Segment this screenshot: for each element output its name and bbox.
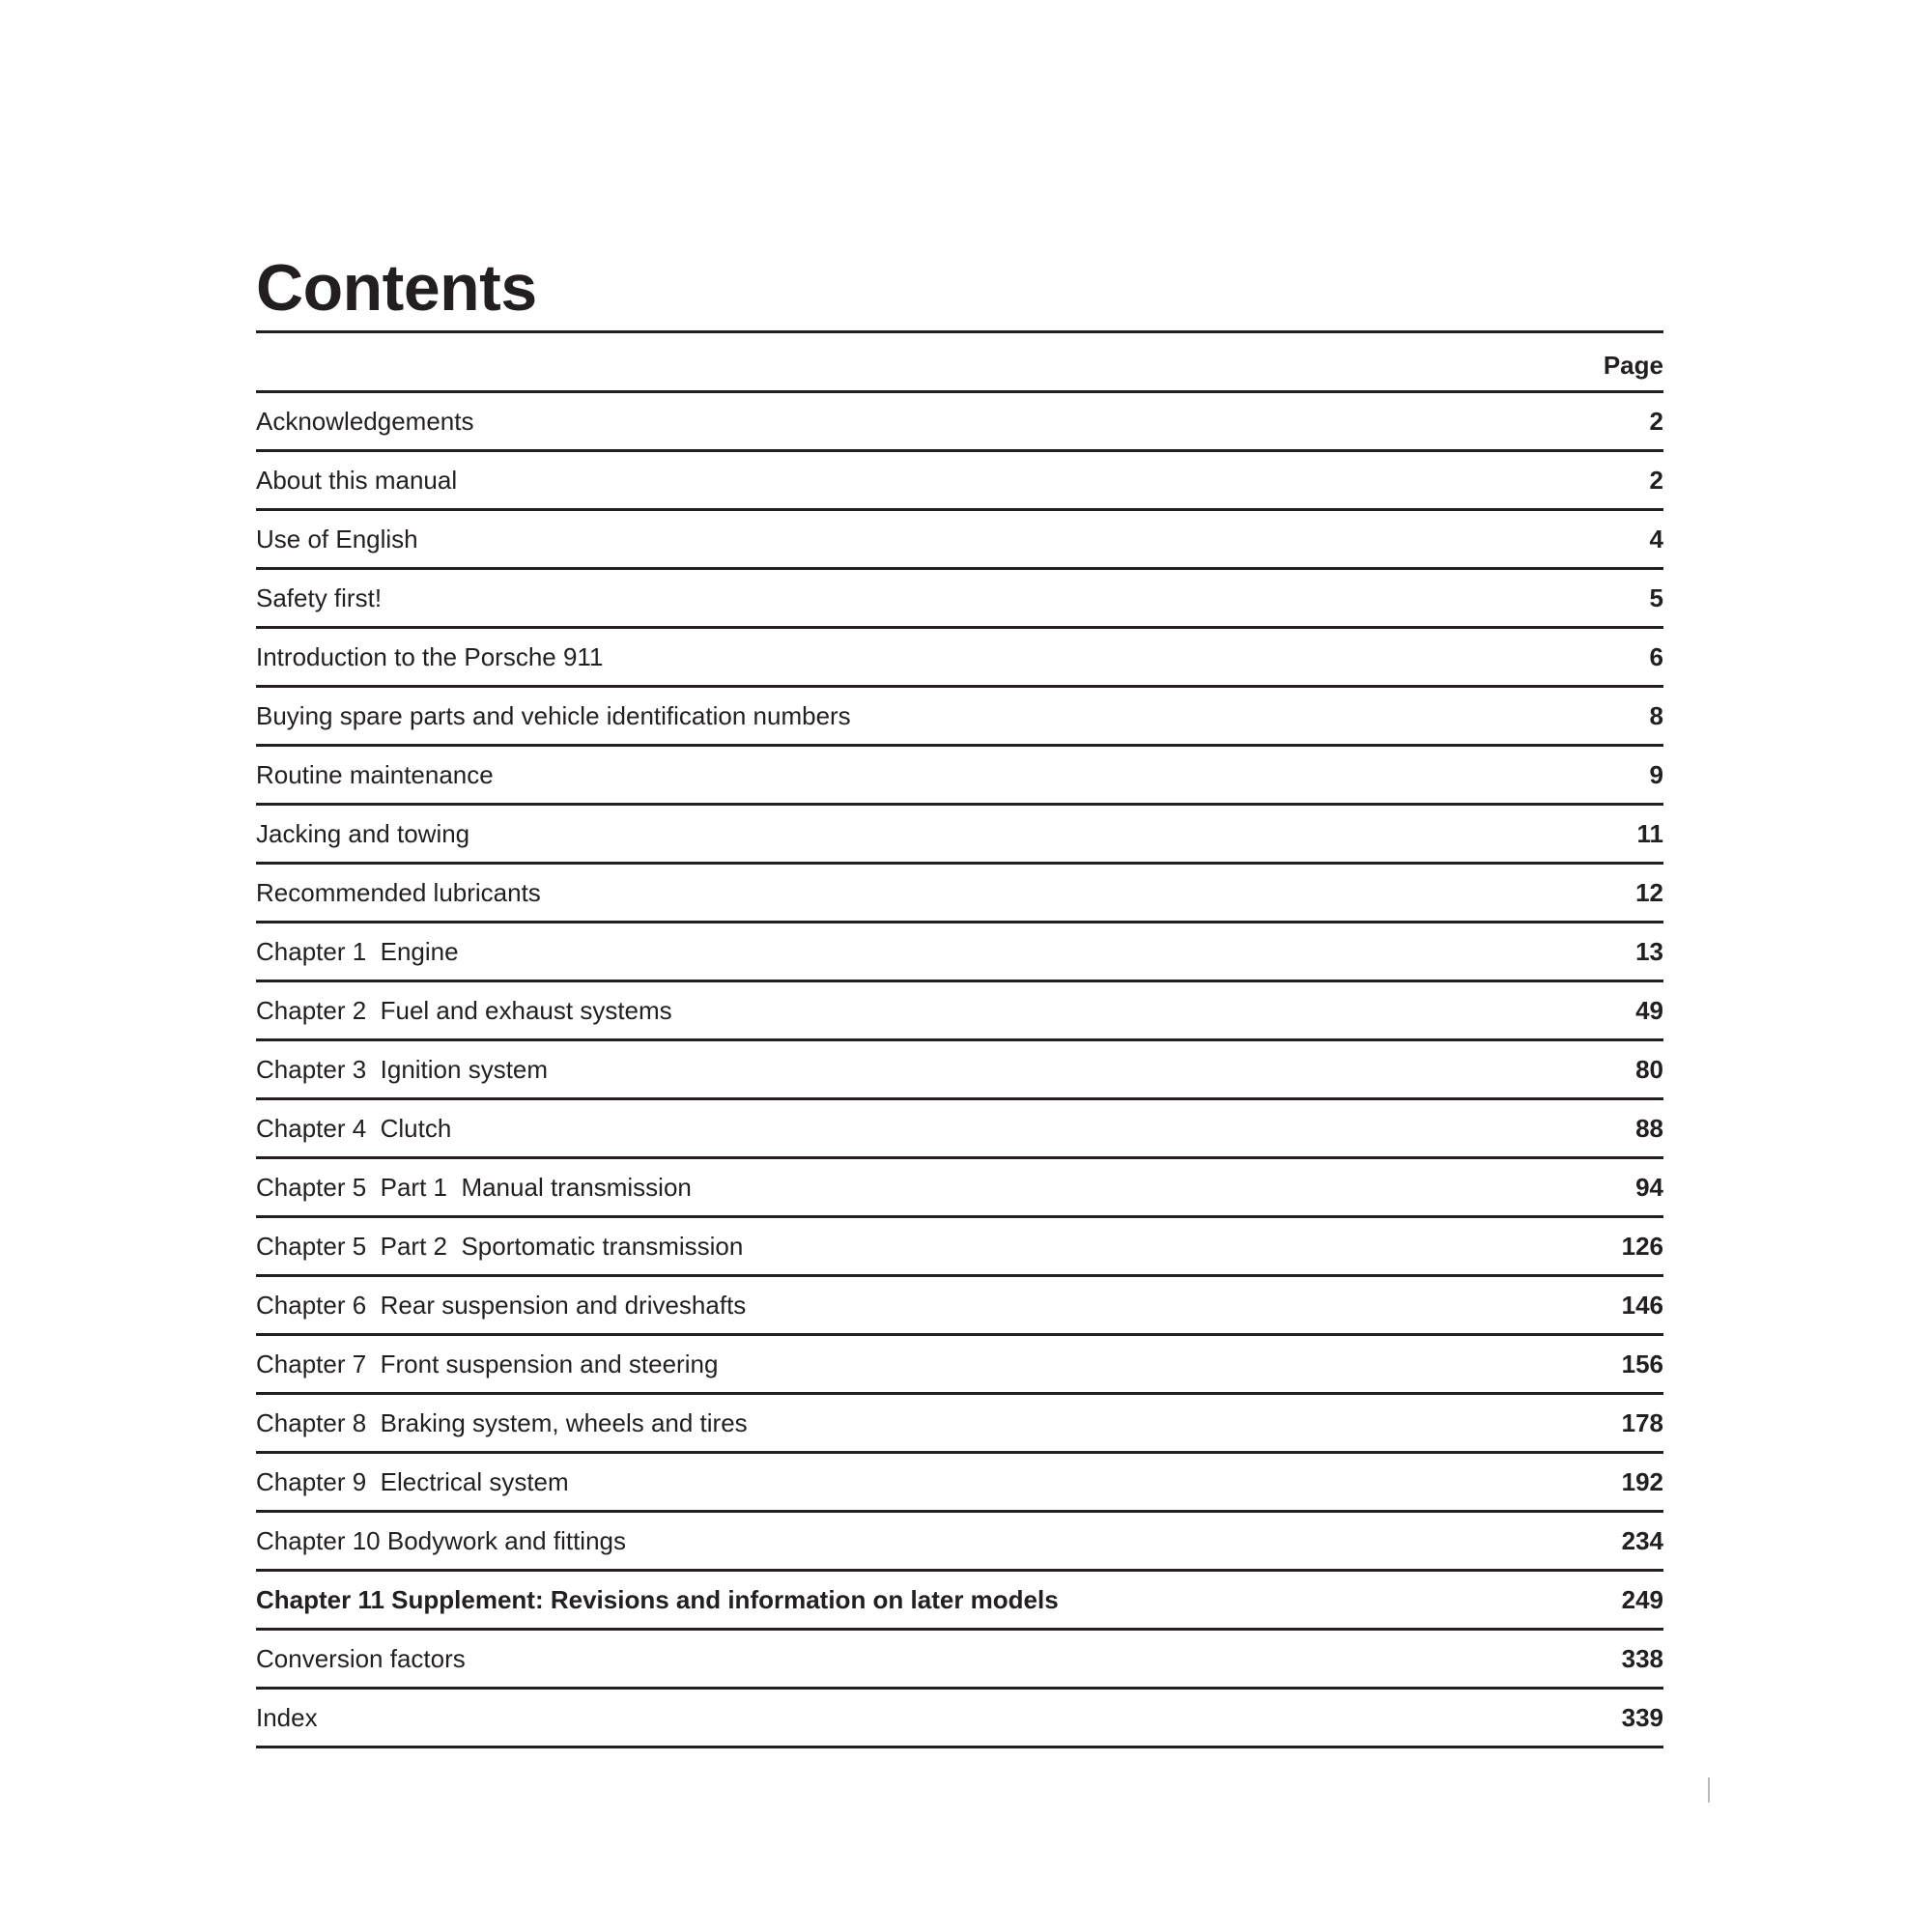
contents-row — [256, 982, 1663, 1041]
entry-page-number: 126 — [1621, 1231, 1663, 1261]
contents-row — [256, 688, 1663, 747]
contents-row — [256, 452, 1663, 511]
entry-page-number: 4 — [1649, 524, 1663, 554]
entry-page-number: 88 — [1635, 1113, 1663, 1143]
contents-row — [256, 1336, 1663, 1395]
entry-page-number: 13 — [1635, 936, 1663, 966]
entry-title: Chapter 10 Bodywork and fittings — [256, 1525, 626, 1555]
contents-row — [256, 1395, 1663, 1454]
entry-page-number: 249 — [1621, 1584, 1663, 1614]
page-column-header-label: Page — [1603, 350, 1663, 380]
entry-page-number: 146 — [1621, 1290, 1663, 1320]
page-title: Contents — [256, 251, 537, 325]
entry-title: About this manual — [256, 465, 458, 495]
title-rule — [256, 330, 1663, 333]
entry-title: Chapter 11 Supplement: Revisions and information on later models — [256, 1584, 1059, 1614]
entry-title: Chapter 6 Rear suspension and driveshafts — [256, 1290, 747, 1320]
entry-page-number: 49 — [1635, 995, 1663, 1025]
entry-title: Acknowledgements — [256, 406, 474, 436]
contents-row — [256, 1631, 1663, 1690]
entry-page-number: 8 — [1649, 700, 1663, 730]
entry-page-number: 234 — [1621, 1525, 1663, 1555]
contents-row — [256, 1513, 1663, 1572]
entry-page-number: 94 — [1635, 1172, 1663, 1202]
entry-title: Recommended lubricants — [256, 877, 541, 907]
contents-list — [256, 390, 1663, 1748]
contents-row — [256, 923, 1663, 982]
entry-page-number: 156 — [1621, 1349, 1663, 1378]
contents-row — [256, 1454, 1663, 1513]
entry-page-number: 192 — [1621, 1466, 1663, 1496]
contents-row — [256, 1277, 1663, 1336]
contents-row — [256, 1572, 1663, 1631]
entry-title: Chapter 4 Clutch — [256, 1113, 452, 1143]
entry-page-number: 338 — [1621, 1643, 1663, 1673]
entry-title: Buying spare parts and vehicle identification numbers — [256, 700, 851, 730]
entry-title: Conversion factors — [256, 1643, 466, 1673]
entry-title: Chapter 5 Part 2 Sportomatic transmission — [256, 1231, 744, 1261]
contents-row — [256, 1159, 1663, 1218]
entry-title: Safety first! — [256, 582, 383, 612]
contents-row — [256, 1100, 1663, 1159]
entry-page-number: 80 — [1635, 1054, 1663, 1084]
contents-row — [256, 1218, 1663, 1277]
entry-page-number: 12 — [1635, 877, 1663, 907]
entry-title: Jacking and towing — [256, 818, 470, 848]
entry-title: Chapter 1 Engine — [256, 936, 459, 966]
entry-page-number: 6 — [1649, 641, 1663, 671]
entry-title: Routine maintenance — [256, 759, 494, 789]
entry-page-number: 9 — [1649, 759, 1663, 789]
entry-title: Chapter 7 Front suspension and steering — [256, 1349, 719, 1378]
entry-page-number: 5 — [1649, 582, 1663, 612]
contents-row — [256, 570, 1663, 629]
entry-page-number: 339 — [1621, 1702, 1663, 1732]
contents-row — [256, 393, 1663, 452]
page-column-header — [256, 338, 1663, 392]
entry-title: Chapter 2 Fuel and exhaust systems — [256, 995, 672, 1025]
contents-row — [256, 865, 1663, 923]
entry-title: Use of English — [256, 524, 418, 554]
entry-page-number: 2 — [1649, 465, 1663, 495]
entry-title: Chapter 3 Ignition system — [256, 1054, 549, 1084]
entry-page-number: 11 — [1636, 818, 1663, 848]
contents-row — [256, 511, 1663, 570]
contents-row — [256, 806, 1663, 865]
contents-row — [256, 1690, 1663, 1748]
contents-row — [256, 1041, 1663, 1100]
entry-title: Index — [256, 1702, 318, 1732]
contents-row — [256, 629, 1663, 688]
entry-title: Chapter 9 Electrical system — [256, 1466, 569, 1496]
entry-title: Chapter 8 Braking system, wheels and tires — [256, 1407, 748, 1437]
entry-page-number: 178 — [1621, 1407, 1663, 1437]
margin-mark — [1708, 1777, 1710, 1803]
entry-title: Introduction to the Porsche 911 — [256, 641, 604, 671]
entry-page-number: 2 — [1649, 406, 1663, 436]
contents-row — [256, 747, 1663, 806]
entry-title: Chapter 5 Part 1 Manual transmission — [256, 1172, 692, 1202]
